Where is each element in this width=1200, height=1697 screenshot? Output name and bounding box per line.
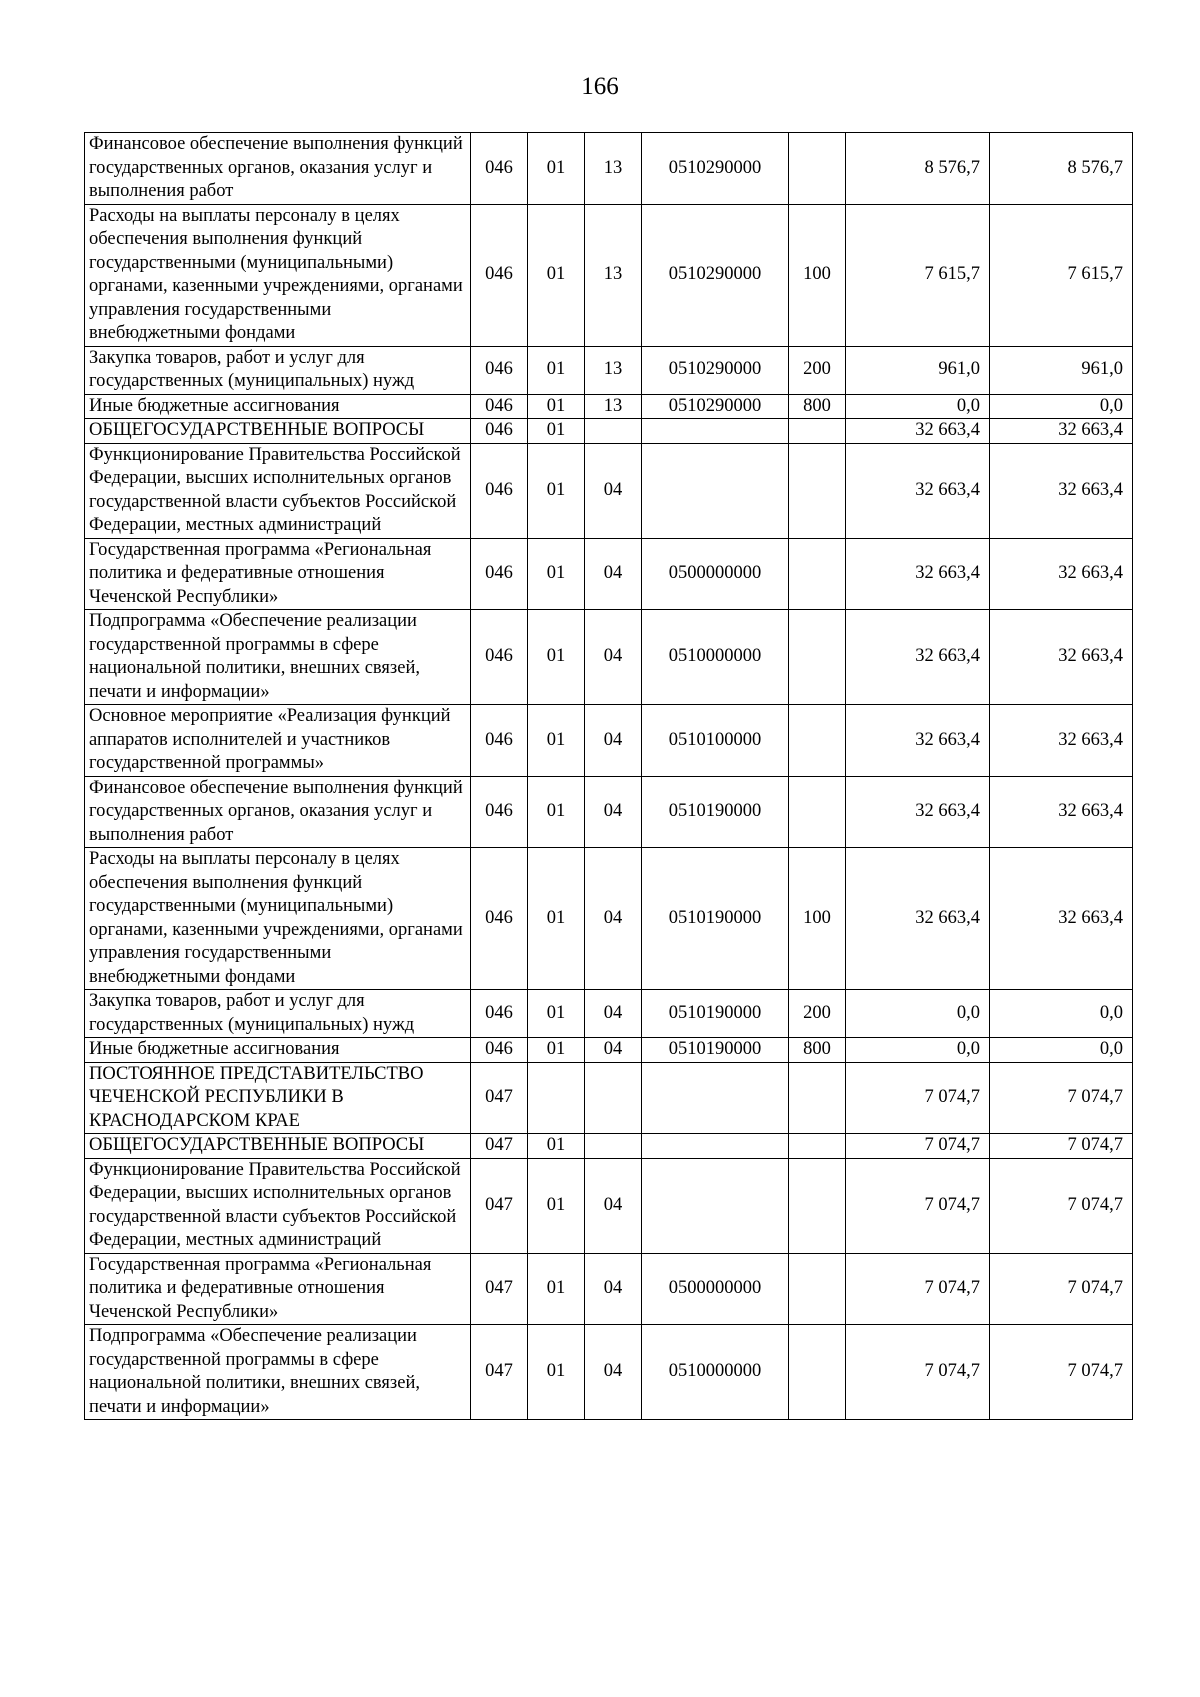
table-row (85, 776, 1133, 848)
cell-gr: 046 (471, 419, 528, 444)
cell-sum-1: 32 663,4 (846, 848, 990, 990)
cell-gr: 047 (471, 1134, 528, 1159)
table-row (85, 394, 1133, 419)
cell-pr: 04 (585, 1158, 642, 1253)
table-row (85, 1325, 1133, 1420)
cell-rz: 01 (528, 419, 585, 444)
cell-vr (789, 1253, 846, 1325)
cell-sum-2: 0,0 (990, 1038, 1133, 1063)
cell-vr (789, 1325, 846, 1420)
cell-sum-1: 8 576,7 (846, 133, 990, 205)
cell-sum-2: 32 663,4 (990, 705, 1133, 777)
cell-gr: 047 (471, 1325, 528, 1420)
cell-cs: 0510000000 (642, 1325, 789, 1420)
cell-cs: 0510000000 (642, 610, 789, 705)
cell-vr: 100 (789, 204, 846, 346)
cell-rz (528, 1062, 585, 1134)
table-row (85, 443, 1133, 538)
cell-gr: 046 (471, 538, 528, 610)
cell-cs: 0510190000 (642, 1038, 789, 1063)
cell-gr: 046 (471, 133, 528, 205)
cell-name: Иные бюджетные ассигнования (85, 394, 471, 419)
cell-vr (789, 1134, 846, 1159)
cell-pr: 04 (585, 1325, 642, 1420)
budget-table (84, 132, 1133, 1420)
cell-rz: 01 (528, 538, 585, 610)
budget-table-body (85, 133, 1133, 1420)
cell-gr: 046 (471, 848, 528, 990)
cell-sum-2: 7 615,7 (990, 204, 1133, 346)
cell-name: Государственная программа «Региональная политика и федеративные отношения Чеченской Республики» (85, 538, 471, 610)
cell-sum-2: 32 663,4 (990, 419, 1133, 444)
cell-pr: 04 (585, 776, 642, 848)
cell-name: Закупка товаров, работ и услуг для государственных (муниципальных) нужд (85, 346, 471, 394)
cell-sum-2: 0,0 (990, 990, 1133, 1038)
table-row (85, 1038, 1133, 1063)
cell-sum-1: 32 663,4 (846, 776, 990, 848)
cell-pr: 13 (585, 394, 642, 419)
cell-cs: 0500000000 (642, 1253, 789, 1325)
cell-sum-2: 7 074,7 (990, 1134, 1133, 1159)
cell-vr (789, 538, 846, 610)
cell-cs: 0510290000 (642, 204, 789, 346)
cell-name: Подпрограмма «Обеспечение реализации государственной программы в сфере национальной политики, внешних связей, печати и информации» (85, 1325, 471, 1420)
cell-gr: 046 (471, 443, 528, 538)
cell-rz: 01 (528, 848, 585, 990)
table-row (85, 346, 1133, 394)
cell-sum-1: 32 663,4 (846, 610, 990, 705)
page-number: 166 (581, 73, 619, 100)
cell-rz: 01 (528, 1134, 585, 1159)
cell-sum-2: 32 663,4 (990, 538, 1133, 610)
cell-gr: 046 (471, 610, 528, 705)
cell-name: Финансовое обеспечение выполнения функций государственных органов, оказания услуг и выполнения работ (85, 776, 471, 848)
table-row (85, 419, 1133, 444)
cell-sum-1: 7 074,7 (846, 1134, 990, 1159)
cell-pr: 04 (585, 848, 642, 990)
cell-rz: 01 (528, 1038, 585, 1063)
cell-vr (789, 1062, 846, 1134)
cell-cs (642, 1158, 789, 1253)
cell-sum-1: 32 663,4 (846, 705, 990, 777)
cell-cs: 0510190000 (642, 776, 789, 848)
cell-sum-2: 8 576,7 (990, 133, 1133, 205)
cell-cs: 0510290000 (642, 394, 789, 419)
cell-sum-2: 961,0 (990, 346, 1133, 394)
cell-gr: 046 (471, 990, 528, 1038)
table-row (85, 133, 1133, 205)
cell-sum-2: 7 074,7 (990, 1158, 1133, 1253)
cell-name: ОБЩЕГОСУДАРСТВЕННЫЕ ВОПРОСЫ (85, 1134, 471, 1159)
cell-name: Функционирование Правительства Российской Федерации, высших исполнительных органов государственной власти субъектов Российской Федерации, местных администраций (85, 443, 471, 538)
cell-pr: 04 (585, 443, 642, 538)
cell-name: ОБЩЕГОСУДАРСТВЕННЫЕ ВОПРОСЫ (85, 419, 471, 444)
cell-sum-1: 7 074,7 (846, 1158, 990, 1253)
cell-cs (642, 1134, 789, 1159)
cell-pr: 13 (585, 133, 642, 205)
cell-gr: 046 (471, 1038, 528, 1063)
cell-cs: 0510100000 (642, 705, 789, 777)
cell-name: Основное мероприятие «Реализация функций аппаратов исполнителей и участников государственной программы» (85, 705, 471, 777)
cell-sum-2: 0,0 (990, 394, 1133, 419)
cell-name: Расходы на выплаты персоналу в целях обеспечения выполнения функций государственными (муниципальными) органами, казенными учреждениями, органами управления государственными внебюджетными фондами (85, 204, 471, 346)
cell-rz: 01 (528, 1158, 585, 1253)
cell-gr: 046 (471, 776, 528, 848)
cell-rz: 01 (528, 204, 585, 346)
cell-rz: 01 (528, 394, 585, 419)
cell-vr: 200 (789, 990, 846, 1038)
table-row (85, 1158, 1133, 1253)
cell-pr: 04 (585, 990, 642, 1038)
cell-pr (585, 419, 642, 444)
cell-sum-1: 32 663,4 (846, 443, 990, 538)
cell-gr: 047 (471, 1253, 528, 1325)
cell-pr (585, 1134, 642, 1159)
cell-gr: 047 (471, 1158, 528, 1253)
cell-rz: 01 (528, 610, 585, 705)
table-row (85, 1062, 1133, 1134)
cell-name: Функционирование Правительства Российской Федерации, высших исполнительных органов государственной власти субъектов Российской Федерации, местных администраций (85, 1158, 471, 1253)
cell-cs (642, 419, 789, 444)
cell-name: Подпрограмма «Обеспечение реализации государственной программы в сфере национальной политики, внешних связей, печати и информации» (85, 610, 471, 705)
cell-vr: 800 (789, 394, 846, 419)
cell-rz: 01 (528, 776, 585, 848)
table-row (85, 1134, 1133, 1159)
cell-vr: 100 (789, 848, 846, 990)
cell-pr: 13 (585, 346, 642, 394)
cell-pr: 04 (585, 610, 642, 705)
cell-sum-1: 32 663,4 (846, 538, 990, 610)
cell-cs (642, 1062, 789, 1134)
cell-cs: 0510190000 (642, 990, 789, 1038)
cell-rz: 01 (528, 443, 585, 538)
cell-sum-1: 7 074,7 (846, 1062, 990, 1134)
cell-sum-1: 0,0 (846, 990, 990, 1038)
cell-vr: 200 (789, 346, 846, 394)
cell-gr: 047 (471, 1062, 528, 1134)
table-row (85, 538, 1133, 610)
cell-name: ПОСТОЯННОЕ ПРЕДСТАВИТЕЛЬСТВО ЧЕЧЕНСКОЙ РЕСПУБЛИКИ В КРАСНОДАРСКОМ КРАЕ (85, 1062, 471, 1134)
cell-pr: 04 (585, 1253, 642, 1325)
cell-rz: 01 (528, 990, 585, 1038)
cell-name: Закупка товаров, работ и услуг для государственных (муниципальных) нужд (85, 990, 471, 1038)
cell-sum-1: 0,0 (846, 394, 990, 419)
cell-gr: 046 (471, 204, 528, 346)
cell-vr (789, 133, 846, 205)
cell-name: Иные бюджетные ассигнования (85, 1038, 471, 1063)
cell-rz: 01 (528, 705, 585, 777)
cell-sum-2: 32 663,4 (990, 776, 1133, 848)
cell-cs (642, 443, 789, 538)
table-row (85, 1253, 1133, 1325)
cell-rz: 01 (528, 1253, 585, 1325)
cell-name: Государственная программа «Региональная политика и федеративные отношения Чеченской Республики» (85, 1253, 471, 1325)
cell-vr (789, 419, 846, 444)
table-row (85, 990, 1133, 1038)
cell-sum-2: 7 074,7 (990, 1325, 1133, 1420)
cell-sum-1: 7 615,7 (846, 204, 990, 346)
cell-gr: 046 (471, 346, 528, 394)
cell-sum-2: 7 074,7 (990, 1062, 1133, 1134)
cell-rz: 01 (528, 1325, 585, 1420)
cell-gr: 046 (471, 705, 528, 777)
cell-rz: 01 (528, 133, 585, 205)
cell-pr: 04 (585, 705, 642, 777)
cell-sum-1: 32 663,4 (846, 419, 990, 444)
cell-vr (789, 610, 846, 705)
cell-name: Финансовое обеспечение выполнения функций государственных органов, оказания услуг и выполнения работ (85, 133, 471, 205)
cell-sum-1: 961,0 (846, 346, 990, 394)
cell-cs: 0500000000 (642, 538, 789, 610)
cell-rz: 01 (528, 346, 585, 394)
cell-vr: 800 (789, 1038, 846, 1063)
cell-sum-1: 0,0 (846, 1038, 990, 1063)
cell-vr (789, 1158, 846, 1253)
cell-gr: 046 (471, 394, 528, 419)
cell-sum-2: 32 663,4 (990, 848, 1133, 990)
table-row (85, 204, 1133, 346)
cell-sum-2: 32 663,4 (990, 443, 1133, 538)
table-row (85, 848, 1133, 990)
cell-pr: 13 (585, 204, 642, 346)
table-row (85, 705, 1133, 777)
cell-cs: 0510190000 (642, 848, 789, 990)
cell-sum-2: 7 074,7 (990, 1253, 1133, 1325)
table-row (85, 610, 1133, 705)
cell-sum-1: 7 074,7 (846, 1253, 990, 1325)
cell-pr: 04 (585, 1038, 642, 1063)
cell-sum-1: 7 074,7 (846, 1325, 990, 1420)
cell-vr (789, 705, 846, 777)
cell-cs: 0510290000 (642, 133, 789, 205)
cell-vr (789, 776, 846, 848)
cell-vr (789, 443, 846, 538)
cell-name: Расходы на выплаты персоналу в целях обеспечения выполнения функций государственными (муниципальными) органами, казенными учреждениями, органами управления государственными внебюджетными фондами (85, 848, 471, 990)
cell-sum-2: 32 663,4 (990, 610, 1133, 705)
cell-pr: 04 (585, 538, 642, 610)
cell-pr (585, 1062, 642, 1134)
cell-cs: 0510290000 (642, 346, 789, 394)
